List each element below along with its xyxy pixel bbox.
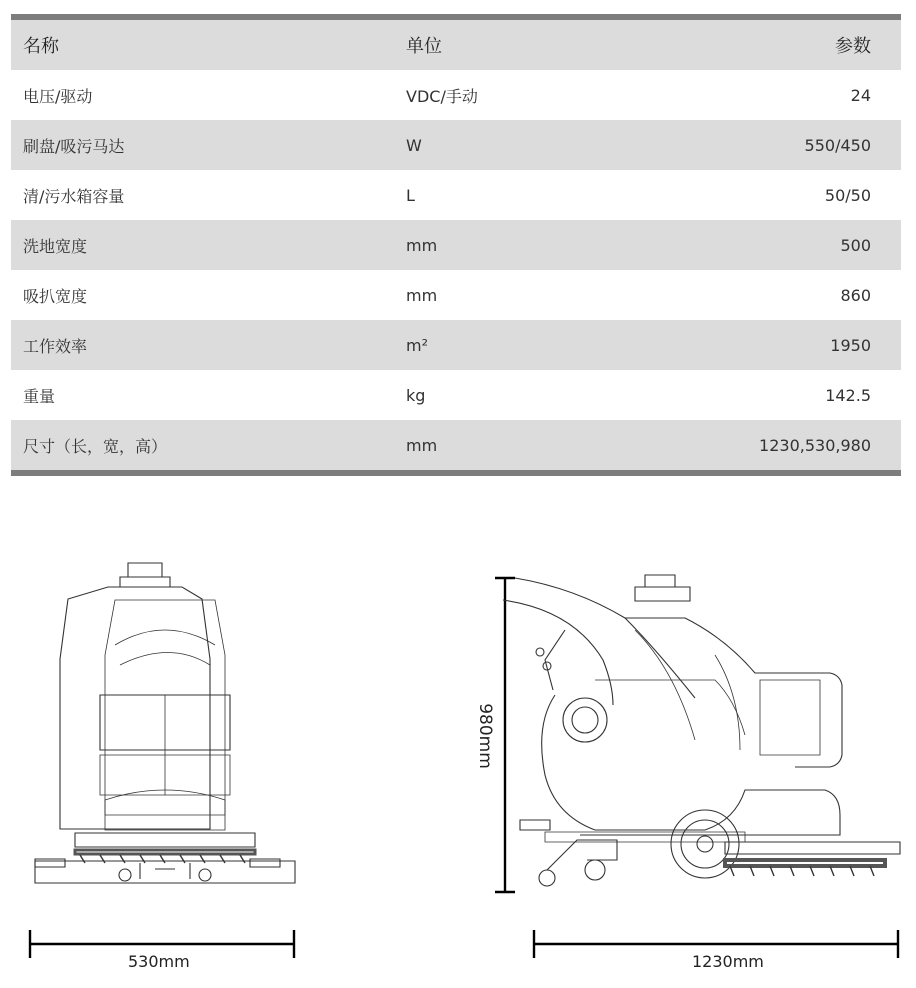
row-name: 重量 <box>23 386 56 406</box>
row-unit: L <box>406 185 415 205</box>
row-value: 50/50 <box>824 185 871 205</box>
front-view-drawing <box>20 555 310 900</box>
row-unit: mm <box>406 235 438 255</box>
spec-table <box>11 14 901 476</box>
length-dimension-label: 1230mm <box>692 952 764 971</box>
table-bottom-rule <box>11 470 901 476</box>
width-dimension-label: 530mm <box>128 952 190 971</box>
row-unit: W <box>406 135 422 155</box>
row-unit: m² <box>406 335 428 355</box>
row-unit: VDC/手动 <box>406 86 478 106</box>
row-name: 尺寸（长，宽，高） <box>23 436 168 456</box>
row-value: 24 <box>850 85 871 105</box>
row-name: 吸扒宽度 <box>23 286 88 306</box>
row-value: 1230,530,980 <box>759 435 871 455</box>
row-value: 550/450 <box>804 135 871 155</box>
table-row <box>11 270 901 320</box>
row-value: 860 <box>840 285 871 305</box>
table-row <box>11 120 901 170</box>
row-name: 清/污水箱容量 <box>23 186 125 206</box>
table-row <box>11 170 901 220</box>
row-name: 洗地宽度 <box>23 236 88 256</box>
table-row <box>11 320 901 370</box>
header-value: 参数 <box>835 36 871 57</box>
row-unit: kg <box>406 385 426 405</box>
row-value: 1950 <box>830 335 871 355</box>
height-dimension-label: 980mm <box>474 703 495 769</box>
row-unit: mm <box>406 435 438 455</box>
row-value: 142.5 <box>825 385 871 405</box>
table-row <box>11 70 901 120</box>
header-unit: 单位 <box>406 36 442 57</box>
row-name: 工作效率 <box>23 336 88 356</box>
header-name: 名称 <box>23 36 59 57</box>
table-row <box>11 370 901 420</box>
table-row <box>11 420 901 470</box>
row-value: 500 <box>840 235 871 255</box>
row-name: 电压/驱动 <box>23 86 93 106</box>
row-name: 刷盘/吸污马达 <box>23 136 125 156</box>
table-row <box>11 220 901 270</box>
row-unit: mm <box>406 285 438 305</box>
table-header-row <box>11 20 901 70</box>
side-view-drawing <box>485 570 905 900</box>
